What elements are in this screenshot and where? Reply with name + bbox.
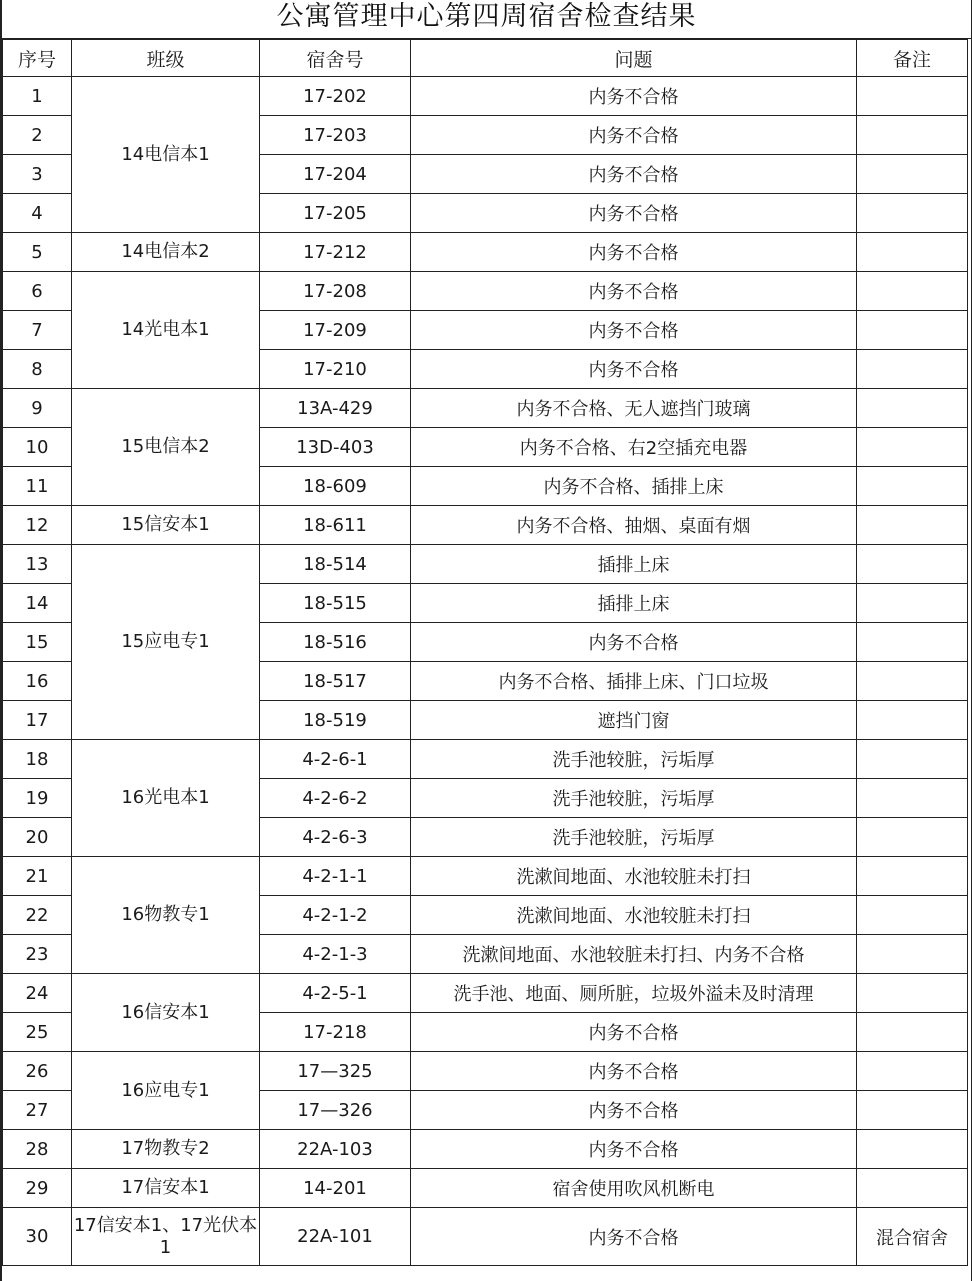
table-row (3, 1130, 968, 1169)
cell-room: 22A-103 (260, 1130, 411, 1169)
inspection-table (2, 39, 968, 1266)
cell-issue: 内务不合格、抽烟、桌面有烟 (411, 506, 857, 545)
cell-room: 18-519 (260, 701, 411, 740)
cell-remark (857, 506, 968, 545)
cell-issue: 插排上床 (411, 545, 857, 584)
cell-room: 17—326 (260, 1091, 411, 1130)
cell-remark (857, 545, 968, 584)
cell-index: 11 (3, 467, 72, 506)
cell-room: 18-516 (260, 623, 411, 662)
header-issue: 问题 (411, 40, 857, 77)
cell-index: 2 (3, 116, 72, 155)
cell-issue: 内务不合格 (411, 194, 857, 233)
cell-index: 29 (3, 1169, 72, 1208)
cell-room: 17-205 (260, 194, 411, 233)
cell-issue: 内务不合格 (411, 311, 857, 350)
cell-remark (857, 584, 968, 623)
cell-index: 18 (3, 740, 72, 779)
cell-room: 17-218 (260, 1013, 411, 1052)
cell-index: 4 (3, 194, 72, 233)
cell-index: 19 (3, 779, 72, 818)
cell-remark (857, 1052, 968, 1091)
cell-index: 15 (3, 623, 72, 662)
cell-remark (857, 194, 968, 233)
cell-room: 14-201 (260, 1169, 411, 1208)
table-row (3, 1052, 968, 1091)
cell-index: 30 (3, 1208, 72, 1266)
header-room: 宿舍号 (260, 40, 411, 77)
cell-class: 14电信本2 (72, 233, 260, 272)
cell-issue: 洗手池较脏，污垢厚 (411, 818, 857, 857)
cell-class: 14光电本1 (72, 272, 260, 389)
table-row (3, 1169, 968, 1208)
cell-class: 15电信本2 (72, 389, 260, 506)
cell-remark (857, 428, 968, 467)
cell-index: 24 (3, 974, 72, 1013)
cell-index: 6 (3, 272, 72, 311)
cell-class: 17物教专2 (72, 1130, 260, 1169)
cell-index: 1 (3, 77, 72, 116)
cell-issue: 内务不合格 (411, 155, 857, 194)
cell-index: 22 (3, 896, 72, 935)
cell-issue: 洗手池、地面、厕所脏，垃圾外溢未及时清理 (411, 974, 857, 1013)
cell-index: 7 (3, 311, 72, 350)
cell-class: 15应电专1 (72, 545, 260, 740)
cell-room: 13D-403 (260, 428, 411, 467)
cell-room: 17-212 (260, 233, 411, 272)
cell-class: 14电信本1 (72, 77, 260, 233)
cell-issue: 内务不合格 (411, 272, 857, 311)
cell-index: 10 (3, 428, 72, 467)
cell-issue: 内务不合格 (411, 1091, 857, 1130)
cell-remark (857, 233, 968, 272)
cell-remark (857, 272, 968, 311)
cell-room: 17-202 (260, 77, 411, 116)
cell-room: 17-209 (260, 311, 411, 350)
cell-room: 17-210 (260, 350, 411, 389)
cell-room: 4-2-5-1 (260, 974, 411, 1013)
cell-remark (857, 350, 968, 389)
cell-remark (857, 818, 968, 857)
cell-class: 16物教专1 (72, 857, 260, 974)
cell-index: 23 (3, 935, 72, 974)
page-title: 公寓管理中心第四周宿舍检查结果 (2, 0, 971, 39)
cell-index: 27 (3, 1091, 72, 1130)
cell-index: 26 (3, 1052, 72, 1091)
cell-remark (857, 779, 968, 818)
cell-issue: 遮挡门窗 (411, 701, 857, 740)
cell-index: 25 (3, 1013, 72, 1052)
cell-room: 4-2-6-2 (260, 779, 411, 818)
cell-issue: 内务不合格 (411, 623, 857, 662)
cell-issue: 内务不合格 (411, 116, 857, 155)
cell-room: 17—325 (260, 1052, 411, 1091)
cell-room: 17-208 (260, 272, 411, 311)
cell-issue: 内务不合格 (411, 1013, 857, 1052)
cell-remark (857, 857, 968, 896)
cell-remark (857, 740, 968, 779)
cell-class: 16信安本1 (72, 974, 260, 1052)
cell-issue: 内务不合格 (411, 77, 857, 116)
table-row (3, 974, 968, 1013)
cell-room: 17-203 (260, 116, 411, 155)
cell-index: 3 (3, 155, 72, 194)
table-row (3, 857, 968, 896)
cell-index: 13 (3, 545, 72, 584)
cell-remark (857, 1169, 968, 1208)
cell-room: 18-514 (260, 545, 411, 584)
cell-class: 16光电本1 (72, 740, 260, 857)
cell-index: 9 (3, 389, 72, 428)
cell-room: 4-2-6-1 (260, 740, 411, 779)
cell-index: 28 (3, 1130, 72, 1169)
cell-issue: 内务不合格 (411, 1130, 857, 1169)
cell-room: 4-2-1-1 (260, 857, 411, 896)
cell-room: 4-2-1-3 (260, 935, 411, 974)
cell-remark (857, 662, 968, 701)
table-row (3, 1208, 968, 1266)
cell-remark (857, 389, 968, 428)
cell-room: 18-609 (260, 467, 411, 506)
table-row (3, 77, 968, 116)
cell-index: 5 (3, 233, 72, 272)
cell-remark (857, 1013, 968, 1052)
cell-index: 16 (3, 662, 72, 701)
cell-issue: 内务不合格、右2空插充电器 (411, 428, 857, 467)
table-row (3, 740, 968, 779)
cell-index: 20 (3, 818, 72, 857)
cell-issue: 宿舍使用吹风机断电 (411, 1169, 857, 1208)
cell-index: 12 (3, 506, 72, 545)
cell-class: 17信安本1、17光伏本1 (72, 1208, 260, 1266)
cell-remark (857, 1130, 968, 1169)
table-row (3, 272, 968, 311)
cell-room: 22A-101 (260, 1208, 411, 1266)
cell-issue: 插排上床 (411, 584, 857, 623)
cell-class: 17信安本1 (72, 1169, 260, 1208)
header-remark: 备注 (857, 40, 968, 77)
cell-remark (857, 467, 968, 506)
cell-room: 18-517 (260, 662, 411, 701)
cell-room: 18-515 (260, 584, 411, 623)
header-index: 序号 (3, 40, 72, 77)
cell-room: 18-611 (260, 506, 411, 545)
table-row (3, 506, 968, 545)
cell-issue: 洗漱间地面、水池较脏未打扫、内务不合格 (411, 935, 857, 974)
cell-room: 4-2-1-2 (260, 896, 411, 935)
cell-room: 17-204 (260, 155, 411, 194)
cell-index: 8 (3, 350, 72, 389)
cell-remark (857, 1091, 968, 1130)
cell-issue: 洗漱间地面、水池较脏未打扫 (411, 857, 857, 896)
cell-issue: 内务不合格 (411, 350, 857, 389)
cell-issue: 内务不合格、插排上床、门口垃圾 (411, 662, 857, 701)
cell-issue: 内务不合格 (411, 1208, 857, 1266)
cell-remark: 混合宿舍 (857, 1208, 968, 1266)
cell-issue: 洗手池较脏，污垢厚 (411, 740, 857, 779)
cell-remark (857, 77, 968, 116)
cell-index: 21 (3, 857, 72, 896)
cell-index: 14 (3, 584, 72, 623)
cell-room: 13A-429 (260, 389, 411, 428)
cell-remark (857, 935, 968, 974)
table-row (3, 545, 968, 584)
cell-index: 17 (3, 701, 72, 740)
cell-remark (857, 311, 968, 350)
cell-room: 4-2-6-3 (260, 818, 411, 857)
cell-remark (857, 155, 968, 194)
table-row (3, 233, 968, 272)
cell-remark (857, 896, 968, 935)
cell-issue: 内务不合格、无人遮挡门玻璃 (411, 389, 857, 428)
cell-remark (857, 623, 968, 662)
cell-issue: 洗漱间地面、水池较脏未打扫 (411, 896, 857, 935)
cell-remark (857, 974, 968, 1013)
header-row (3, 40, 968, 77)
cell-issue: 洗手池较脏，污垢厚 (411, 779, 857, 818)
cell-class: 16应电专1 (72, 1052, 260, 1130)
cell-remark (857, 701, 968, 740)
table-body (3, 77, 968, 1266)
cell-issue: 内务不合格 (411, 233, 857, 272)
cell-issue: 内务不合格、插排上床 (411, 467, 857, 506)
cell-issue: 内务不合格 (411, 1052, 857, 1091)
table-row (3, 389, 968, 428)
header-class: 班级 (72, 40, 260, 77)
cell-class: 15信安本1 (72, 506, 260, 545)
cell-remark (857, 116, 968, 155)
